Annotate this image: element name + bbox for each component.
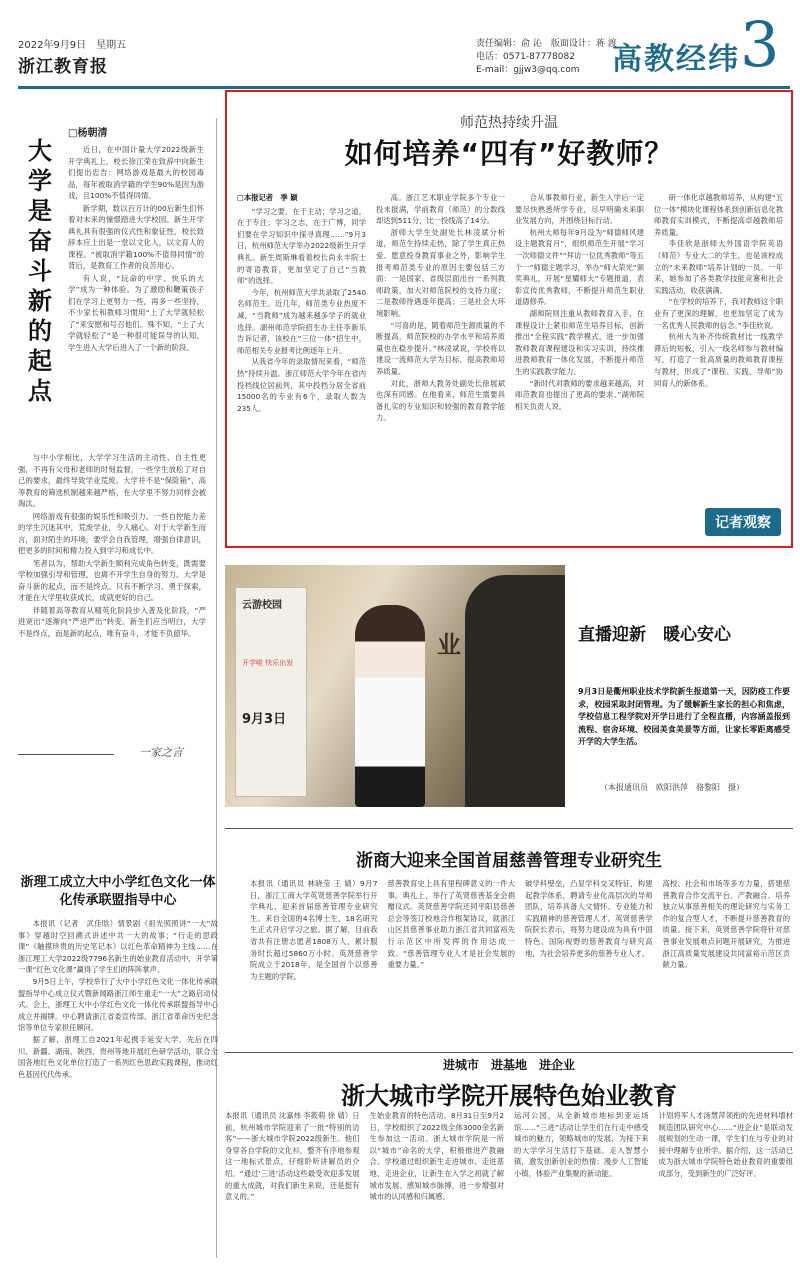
- paragraph: 今年，杭州师范大学共录取了2540名师范生。近几年，师范类专业热度不减，“当教师”成为越来越多学子的就业选择。湖州师范学院招生办主任李新乐告诉记者，该校在“三位一体”招生中，师范相关专业报考比例逐年上升。: [237, 287, 366, 355]
- charity-headline: 浙商大迎来全国首届慈善管理专业研究生: [356, 851, 662, 871]
- sign-title: 云游校园: [242, 600, 282, 611]
- charity-col-1: 本报讯（通讯员 林晓莹 王 婧）9月7日，浙江工商大学英贤慈善学院举行开学典礼，迎来首届慈善管理专业研究生。来自全国的4名博士生、18名研究生正式开启学习之旅。据了解，目前我省共有注册志愿者1808万人，累计服务时长超过5860万小时。英贤慈善学院成立于2018年，是全国首个以慈善为主题的学院。: [250, 879, 378, 981]
- editorial-title: 大学是奋斗新的起点: [28, 136, 52, 405]
- paragraph: 据了解，浙理工自2021年起携手延安大学、先后在四川、新疆、湖南、陕西、贵州等地开展红色研学活动，联合全国各地红色文化单位打造了一系列红色思政实践课程，推动红色基因代代传承。: [18, 1034, 218, 1079]
- editor-line: 责任编辑：俞 沁 版面设计：蒋 渡: [476, 39, 617, 49]
- paragraph: 杭州大师每年9月设为“师德师风建设主题教育月”，组织师范生开展“学习一次师德文件”“拜访一位优秀教师”等五个一“师德主题学习，举办“师大荣光”颁奖典礼，开展“星耀师大”专题报道，表彰宣传优秀教师，不断提升师范生职业道德修养。: [515, 227, 644, 307]
- paragraph: 近日，在中国计量大学2022级新生开学典礼上，校长徐江荣在致辞中向新生们提出忠告：网络游戏是最大的校园毒品，每年被取消学籍的学生90%是因为游戏，且100%不值得同情。: [68, 145, 204, 200]
- welcome-sign: [235, 587, 307, 797]
- charity-col-2: 慈善教育史上具有里程碑意义的一件大事。典礼上，举行了英贤慈善基金会捐赠仪式。英贤慈善学院还同平阳县慈善总会等签订校地合作框架协议，就浙江山区县慈善事业助力浙江省共同富裕先行示范区中所发挥的作用达成一致。“慈善管理专业人才是社会发展的重要力量。”: [387, 879, 515, 970]
- paragraph: “学习之要，在于主动；学习之道，在于专注；学习之志，在于广博，同学们要在学习知识中探寻真理……”9月3日，杭州师范大学举办2022级新生开学典礼。新生周斯琳看着校长尚永丰院士的寄语教育，更加坚定了自己“当教师”的选择。: [237, 206, 366, 286]
- paragraph: 杭州大为补齐传统教材比一线教学滞后的短板，引入一线名师参与教材编写，打造了一批高质量的教师教育课程与教材，形成了“课程、实践、导师”协同育人的新体系。: [654, 332, 783, 388]
- feature-col-1: [237, 192, 366, 540]
- masthead: [0, 0, 800, 92]
- charity-col-4: 高校、社会和市场等多方力量，搭建慈善教育合作交流平台、产教融合、培养独立从事慈善相关的理论研究与实务工作的复合型人才，不断提升慈善教育的质量。接下来，英贤慈善学院将针对慈善事业发展难点问题开展研究，为推进浙江高质量发展建设共同富裕示范区贡献力量。: [662, 879, 790, 970]
- paragraph: “可喜的是，随着师范生源质量的不断提高，师范院校的办学水平和培养质量也在稳步提升。”林凌斌说，学校将以建设一流师范大学为目标，提高教师培养质量。: [376, 320, 505, 376]
- section-rule: [225, 828, 793, 829]
- background-sign-text: 业: [437, 630, 461, 659]
- city-col-1: 本报讯（通讯员 沈嘉炜 李筱萌 徐 婧）日前，杭州城市学院迎来了一批“特别的访客”——浙大城市学院2022级新生。他们身穿各自学院的文化衫，整齐有序地参观这一地标式景点，仔细聆听讲解员的介绍。“通过‘三进’活动这些最受欢迎多发展的重大成就，对我们新生来说，还是挺有意义的。”: [225, 1111, 360, 1202]
- paragraph: 本报讯（记者 武佳晗）情景剧《祖光照照讲“一大”故事》穿越时空回溯式讲述中共一大的故事；“行走的思政课”《触摸珍贵的历史笔记本》以红色革命精神为主线……在浙江理工大学2022级7796名新生的始业教育活动中，开学第一课“红色文化课”赢得了学生们的阵阵掌声。: [18, 919, 218, 975]
- paragraph: 与中小学相比，大学学习生活的主动性、自主性更强，不再有父母和老师的时刻监督，一些学生放松了对自己的要求，最终导致学业荒废。大学并不是“保险箱”，高等教育的筛选机制越来越严格，在大学里不努力同样会被淘汰。: [18, 453, 206, 508]
- paragraph: “在学校的培养下，我对教师这个职业有了更深的理解，也更加坚定了成为一名优秀人民教师的信念。”李佳欣说。: [654, 297, 783, 330]
- issue-date: 2022年9月9日 星期五: [18, 40, 127, 51]
- photo-title: 直播迎新 暖心安心: [578, 625, 731, 645]
- feature-headline: 如何培养“四有”好教师？: [344, 137, 674, 170]
- livestream-photo: [225, 565, 565, 807]
- paper-name: 浙江教育报: [18, 57, 108, 77]
- photo-caption: 9月3日是衢州职业技术学院新生报道第一天，因防疫工作要求，校园采取封闭管理。为了缓解新生家长的担心和焦虑，学校信息工程学院对开学日进行了全程直播，内容涵盖报到流程、宿舍环境、校园美食美景等方面，让家长零距离感受开学的大学生活。: [578, 687, 790, 746]
- paragraph: 有人说，“玩命的中学、快乐的大学”成为一种体验。为了激励和鞭策孩子们在学习上更努力一些，再多一些坚持，不少家长和教师习惯用“上了大学就轻松了”来安慰和号召他们。殊不知，“上了大学就轻松了”是一种很可能误导的认知，学生进入大学后进入了一个新的阶段。: [68, 273, 204, 352]
- paragraph: 伴随着高等教育从精英化阶段步入普及化阶段，“严进宽出”逐渐向“严进严出”转变。新生们应当明白，大学不是终点，而是新的起点，唯有奋斗，才能不负韶华。: [18, 605, 206, 638]
- phone-line: 电话：0571-87778082: [476, 52, 575, 62]
- editor-info: [476, 38, 617, 77]
- paragraph: 合从事教师行业，新生入学后一定要尽快熟悉所学专业，尽早明确未来职业发展方向，并围绕目标行动。: [515, 193, 644, 226]
- feature-byline: □本报记者 季 颖: [237, 193, 298, 202]
- paragraph: 李佳欣是浙师大外国语学院英语（师范）专业大二的学生，也是该校成立的“未来教师”培养计划的一员。一年来，她参加了各类教学技能竞赛和社会实践活动，收获满满。: [654, 239, 783, 295]
- red-culture-article: [18, 874, 218, 1263]
- reporter-observation-badge: 记者观察: [705, 508, 781, 536]
- charity-columns: [250, 878, 790, 1038]
- city-col-4: 计划将军人才汤慧萍领衔的先进材料增材制造团队研究中心……“进企业”是联动发展规划的生动一课，学生们在与专业的对接中理解专业所学。据介绍，这一活动已成为浙大城市学院特色始业教育的重要组成部分，受到新生的广泛好评。: [658, 1111, 793, 1178]
- feature-col-4: [654, 192, 783, 540]
- charity-col-3: 破学科壁垒，凸显学科交叉特征，构建起教学体系，聘请专业化高层次的导师团队，培养具备人文情怀、专业能力和实践精神的慈善管理人才。英贤慈善学院院长表示，将努力建设成为具有中国特色、国际视野的慈善教育与研究高地，为社会培养更多的慈善专业人才。: [525, 879, 653, 958]
- editorial-author: □杨朝清: [68, 128, 108, 139]
- paragraph: 对此，浙师大教务处副处长徐展斌也深有同感。在他看来，师范生需要具备扎实的专业知识和较强的教育教学能力。: [376, 378, 505, 423]
- paragraph: 新学期，数以百万计的00后新生们怀着对未来的憧憬踏进大学校园。新生开学典礼具有很强的仪式性和象征性，校长致辞本应上出是一堂以文化人，以文育人的课程。“被取消学籍100%不值得同情”的背后，是教育工作者的良苦用心。: [68, 203, 204, 270]
- city-columns: [225, 1110, 793, 1258]
- section-rule: [225, 1052, 793, 1053]
- city-headline: 浙大城市学院开展特色始业教育: [341, 1082, 677, 1110]
- feature-article: [225, 90, 793, 548]
- city-col-3: 运河公园，从全新城市地标到亚运场馆……“三进”活动让学生们在行走中感受城市的魅力，领略城市的发展，为接下来的大学学习生活打下基础。走入智慧小镇，激发创新创业的热情；漫步人工智能小镇，体验产业集聚的新动能。: [514, 1111, 649, 1178]
- page-number: 3: [740, 8, 780, 81]
- email-line: E-mail：gjjw3@qq.com: [476, 65, 580, 75]
- paragraph: “新时代对教师的要求越来越高，对师范教育也提出了更高的要求。”湖师院相关负责人说。: [515, 378, 644, 411]
- feature-columns: [237, 192, 783, 540]
- red-culture-body: [18, 918, 218, 1263]
- editorial-body-bottom: [18, 452, 206, 640]
- feature-col-2: [376, 192, 505, 540]
- editorial-body-top: [68, 144, 204, 354]
- paragraph: 研一体化卓越教师培养，从构建“五位一体”模块化课程体系到创新信息化教师教育实训模式，不断提高卓越教师培养质量。: [654, 193, 783, 237]
- sign-note: 开学啦 快乐出发: [242, 659, 294, 667]
- paragraph: 浙师大学生处副处长林凌斌分析道，师范生持续走热，除了学生真正热爱、愿意投身教育事业之外，影响学生报考师范类专业的原因主要包括三方面：一是国家、省级层面出台一系列教师政策，加大对师范院校的支持力度；二是教师待遇逐年提高；三是社会大环境影响。: [376, 227, 505, 318]
- paragraph: 湖师院则注重从教师教育入手，在课程设计上紧扣师范生培养目标，创新推出“全程实践”教学模式，进一步加强教师教育课程建设和实习实训，持续推进教师教育一体化发展，不断提升师范生的实践教学能力。: [515, 308, 644, 376]
- camera-operator-figure: [465, 575, 565, 807]
- paragraph: 笔者以为，帮助大学新生顺利完成角色转变，既需要学校加强引导和管理，也离不开学生自身的努力。大学是奋斗新的起点，而不是终点。只有不断学习、勇于探索，才能在大学里收获成长，成就更好的自己。: [18, 558, 206, 602]
- city-kicker: 进城市 进基地 进企业: [442, 1058, 575, 1072]
- sign-date: 9月3日: [242, 712, 287, 727]
- paragraph: 9月5日上午，学校举行了大中小学红色文化一体化传承联盟指导中心成立仪式暨新闻路浙江师生重走“一大”之路启动仪式。会上，浙理工大中小学红色文化一体化传承联盟指导中心成立并揭牌。中心聘请浙江省委宣传部、浙江省革命历史纪念馆等单位专家担任顾问。: [18, 976, 218, 1033]
- header-rule: [18, 86, 790, 89]
- city-col-2: 生始业教育的特色活动。8月31日至9月2日，学校组织了2022级全体3000余名新生参加这一活动。浙大城市学院是一所以“城市”命名的大学，积极推进产教融合。学校通过组织新生走进城市、走进基地、走进企业，让新生在入学之初就了解城市发展、感知城市脉搏，进一步增强对城市的认同感和归属感。: [369, 1111, 504, 1202]
- feature-kicker: 师范热持续升温: [460, 115, 558, 131]
- paragraph: 高。浙江艺术职业学院多个专业一投未报满，学前教育（师范）的分数线却达到511分，比一投线高了14分。: [376, 193, 505, 226]
- photo-credit: （本报通讯员 欧阳洪萍 骆黎阳 摄）: [600, 783, 744, 792]
- feature-col-3: [515, 192, 644, 540]
- stamp-rule: [18, 754, 114, 755]
- paragraph: 网络游戏有很强的娱乐性和吸引力。一些自控能力差的学生沉迷其中，荒废学业，令人痛心。对于大学新生而言，面对陌生的环境，要学会自我管理，增强自律意识，把更多的时间和精力投入到学习和成长中。: [18, 511, 206, 555]
- section-title: 高教经纬: [612, 42, 740, 77]
- red-culture-headline: 浙理工成立大中小学红色文化一体化传承联盟指导中心: [20, 875, 216, 908]
- editorial-column: [18, 118, 206, 838]
- host-figure: [355, 605, 425, 807]
- column-stamp: 一家之言: [139, 746, 183, 759]
- paragraph: 从我省今年的录取情况来看，“师范热”持续升温。浙江师范大学今年在省内投档线位居前列，其中投档分居全省前15000名的专业有6个，录取人数为235人。: [237, 357, 366, 413]
